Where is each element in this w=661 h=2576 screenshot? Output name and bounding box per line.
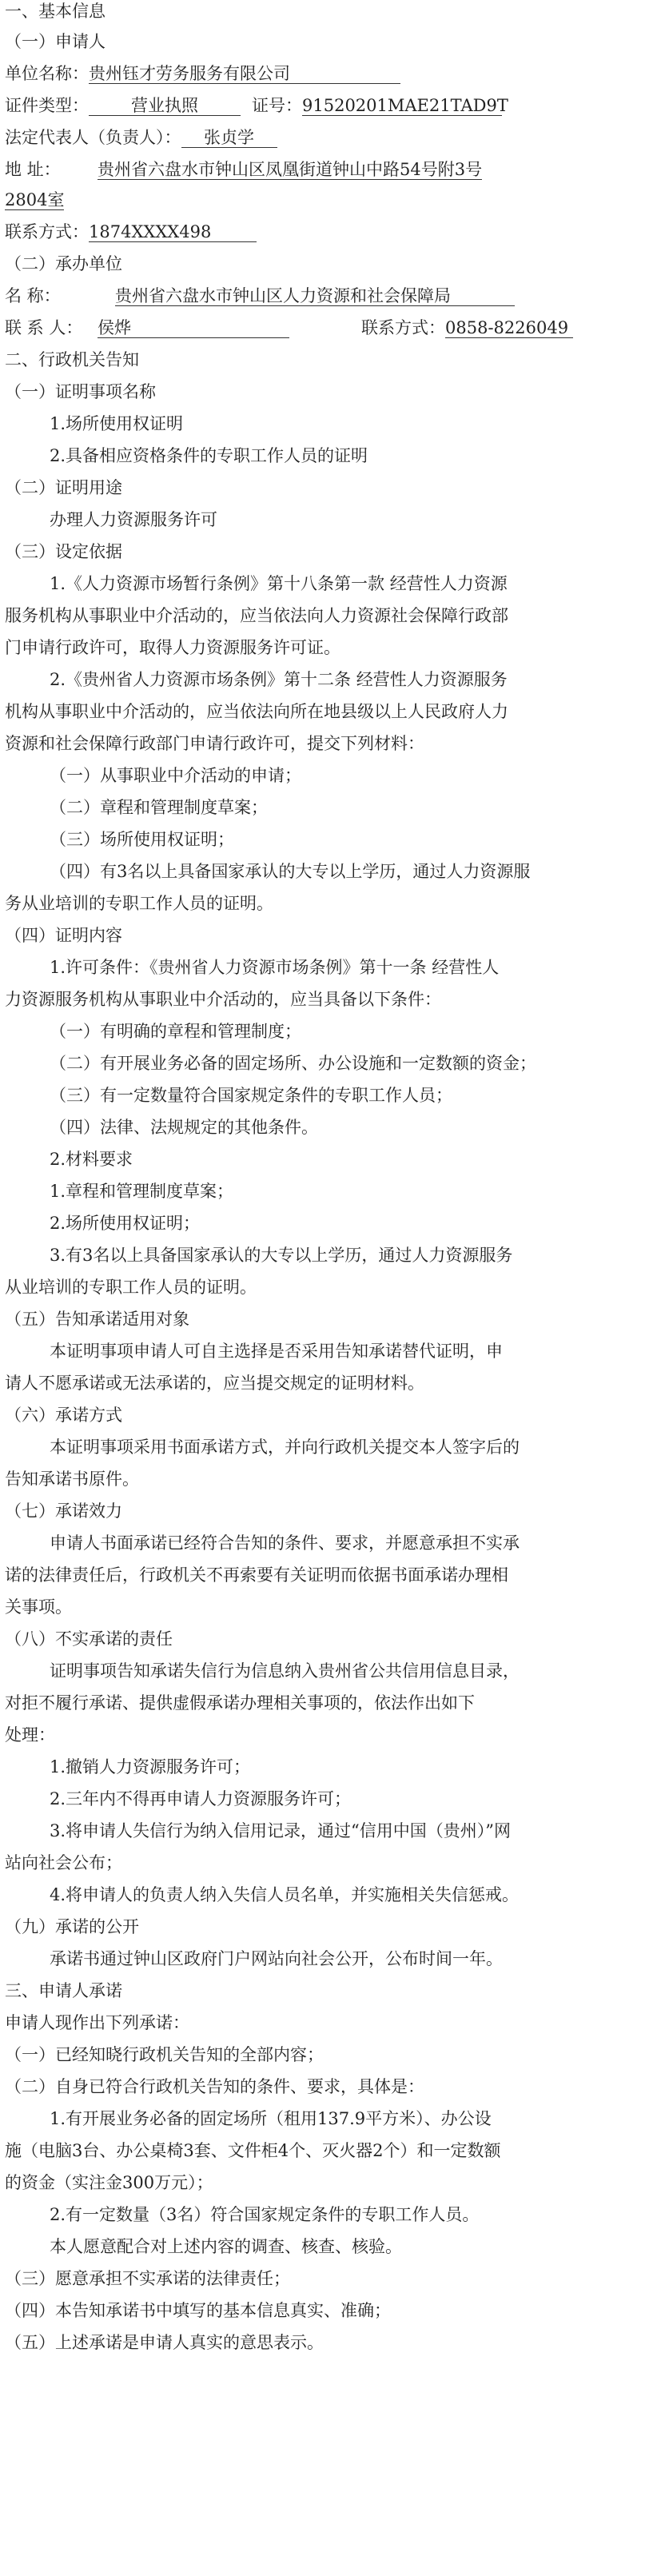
- list-item: 2.具备相应资格条件的专职工作人员的证明: [50, 446, 368, 465]
- list-item: （二）自身已符合行政机关告知的条件、要求，具体是：: [5, 2077, 424, 2096]
- list-item: （一）已经知晓行政机关告知的全部内容；: [5, 2045, 324, 2064]
- paragraph-line: 证明事项告知承诺失信行为信息纳入贵州省公共信用信息目录，: [50, 1661, 520, 1681]
- paragraph-line: 从业培训的专职工作人员的证明。: [5, 1278, 257, 1297]
- list-item: 4.将申请人的负责人纳入失信人员名单，并实施相关失信惩戒。: [50, 1885, 520, 1904]
- paragraph-line: 资源和社会保障行政部门申请行政许可，提交下列材料：: [5, 734, 424, 753]
- list-item: （一）有明确的章程和管理制度；: [50, 1022, 301, 1041]
- id-type-value: 营业执照: [89, 96, 241, 116]
- address-value: 贵州省六盘水市钟山区凤凰街道钟山中路54号附3号: [98, 160, 483, 179]
- applicant-phone-value: 1874XXXX498: [89, 222, 257, 242]
- applicant-name-value: 贵州钰才劳务服务有限公司: [89, 64, 400, 84]
- list-item: （四）本告知承诺书中填写的基本信息真实、准确；: [5, 2301, 391, 2320]
- field-label: 名 称：: [5, 286, 61, 305]
- paragraph-line: 办理人力资源服务许可: [50, 510, 217, 529]
- subsection-heading: （八）不实承诺的责任: [5, 1629, 173, 1649]
- agency-name-value: 贵州省六盘水市钟山区人力资源和社会保障局: [115, 286, 515, 306]
- paragraph-line: 务从业培训的专职工作人员的证明。: [5, 894, 273, 913]
- agency-name-row: [5, 285, 515, 307]
- list-item: （三）有一定数量符合国家规定条件的专职工作人员；: [50, 1086, 452, 1105]
- paragraph-line: 的资金（实注金300万元）；: [5, 2173, 213, 2192]
- paragraph-line: 本证明事项采用书面承诺方式，并向行政机关提交本人签字后的: [50, 1438, 520, 1457]
- list-item: 2.材料要求: [50, 1150, 133, 1169]
- paragraph-line: 力资源服务机构从事职业中介活动的，应当具备以下条件：: [5, 990, 441, 1009]
- list-item: （四）有3名以上具备国家承认的大专以上学历，通过人力资源服: [50, 862, 531, 881]
- paragraph-line: 2.有一定数量（3名）符合国家规定条件的专职工作人员。: [50, 2205, 480, 2224]
- section-heading: 三、申请人承诺: [5, 1981, 122, 2000]
- applicant-id-row: [5, 94, 508, 117]
- subsection-heading: （五）告知承诺适用对象: [5, 1310, 189, 1329]
- field-label: 法定代表人（负责人）：: [5, 128, 181, 147]
- paragraph-line: 2.《贵州省人力资源市场条例》第十二条 经营性人力资源服务: [50, 670, 508, 689]
- field-label: 联系方式：: [361, 318, 445, 337]
- address-continuation: [5, 189, 64, 211]
- field-label: 联 系 人：: [5, 318, 83, 337]
- paragraph-line: 施（电脑3台、办公桌椅3套、文件柜4个、灭火器2个）和一定数额: [5, 2141, 501, 2160]
- field-label: 地 址：: [5, 160, 61, 179]
- field-label: 单位名称：: [5, 64, 89, 83]
- subsection-heading: （二）承办单位: [5, 254, 122, 273]
- agency-contact-row: [5, 317, 573, 339]
- paragraph-line: 站向社会公布；: [5, 1853, 122, 1872]
- list-item: （四）法律、法规规定的其他条件。: [50, 1118, 318, 1137]
- paragraph-line: 承诺书通过钟山区政府门户网站向社会公开，公布时间一年。: [50, 1949, 503, 1968]
- list-item: （二）有开展业务必备的固定场所、办公设施和一定数额的资金；: [50, 1054, 536, 1073]
- agency-phone-value: 0858-8226049: [445, 318, 573, 338]
- applicant-rep-row: [5, 126, 277, 149]
- paragraph-line: 门申请行政许可，取得人力资源服务许可证。: [5, 638, 340, 657]
- list-item: （二）章程和管理制度草案；: [50, 798, 268, 817]
- list-item: （五）上述承诺是申请人真实的意思表示。: [5, 2333, 324, 2352]
- section-heading: 一、基本信息: [5, 2, 106, 21]
- paragraph-line: 本人愿意配合对上述内容的调查、核查、核验。: [50, 2237, 402, 2256]
- subsection-heading: （四）证明内容: [5, 926, 122, 945]
- id-number-value: 91520201MAE21TAD9T: [302, 96, 508, 115]
- paragraph-line: 关事项。: [5, 1597, 72, 1617]
- paragraph-line: 服务机构从事职业中介活动的，应当依法向人力资源社会保障行政部: [5, 606, 508, 625]
- list-item: 1.撤销人力资源服务许可；: [50, 1757, 251, 1776]
- field-label: 证件类型：: [5, 96, 89, 115]
- subsection-heading: （三）设定依据: [5, 542, 122, 561]
- paragraph-line: 诺的法律责任后，行政机关不再索要有关证明而依据书面承诺办理相: [5, 1565, 508, 1585]
- list-item: 1.场所使用权证明: [50, 414, 184, 433]
- applicant-address-row: [5, 158, 482, 181]
- paragraph-line: 申请人书面承诺已经符合告知的条件、要求，并愿意承担不实承: [50, 1533, 520, 1553]
- list-item: 1.章程和管理制度草案；: [50, 1182, 234, 1201]
- paragraph-line: 处理：: [5, 1725, 55, 1745]
- field-label: 证号：: [252, 96, 302, 115]
- paragraph-line: 1.有开展业务必备的固定场所（租用137.9平方米）、办公设: [50, 2109, 492, 2128]
- list-item: 2.三年内不得再申请人力资源服务许可；: [50, 1789, 352, 1808]
- subsection-heading: （二）证明用途: [5, 478, 122, 497]
- paragraph-line: 申请人现作出下列承诺：: [5, 2013, 189, 2032]
- section-heading: 二、行政机关告知: [5, 350, 139, 369]
- agency-contact-value: 侯烨: [98, 318, 289, 338]
- paragraph-line: 机构从事职业中介活动的，应当依法向所在地县级以上人民政府人力: [5, 702, 508, 721]
- subsection-heading: （一）申请人: [5, 32, 106, 51]
- paragraph-line: 对拒不履行承诺、提供虚假承诺办理相关事项的，依法作出如下: [5, 1693, 475, 1713]
- subsection-heading: （一）证明事项名称: [5, 382, 156, 401]
- list-item: 3.将申请人失信行为纳入信用记录，通过“信用中国（贵州）”网: [50, 1821, 512, 1840]
- paragraph-line: 1.《人力资源市场暂行条例》第十八条第一款 经营性人力资源: [50, 574, 508, 593]
- applicant-phone-row: [5, 221, 257, 243]
- paragraph-line: 本证明事项申请人可自主选择是否采用告知承诺替代证明，申: [50, 1342, 503, 1361]
- paragraph-line: 告知承诺书原件。: [5, 1469, 139, 1489]
- list-item: （一）从事职业中介活动的申请；: [50, 766, 301, 785]
- representative-value: 张贞学: [181, 128, 277, 148]
- subsection-heading: （九）承诺的公开: [5, 1917, 139, 1936]
- applicant-name-row: [5, 62, 400, 85]
- subsection-heading: （七）承诺效力: [5, 1501, 122, 1521]
- list-item: 3.有3名以上具备国家承认的大专以上学历，通过人力资源服务: [50, 1246, 513, 1265]
- paragraph-line: 1.许可条件：《贵州省人力资源市场条例》第十一条 经营性人: [50, 958, 500, 977]
- paragraph-line: 请人不愿承诺或无法承诺的，应当提交规定的证明材料。: [5, 1374, 424, 1393]
- list-item: （三）场所使用权证明；: [50, 830, 234, 849]
- list-item: （三）愿意承担不实承诺的法律责任；: [5, 2269, 290, 2288]
- address-value-cont: 2804室: [5, 190, 65, 209]
- subsection-heading: （六）承诺方式: [5, 1406, 122, 1425]
- field-label: 联系方式：: [5, 222, 89, 241]
- list-item: 2.场所使用权证明；: [50, 1214, 201, 1233]
